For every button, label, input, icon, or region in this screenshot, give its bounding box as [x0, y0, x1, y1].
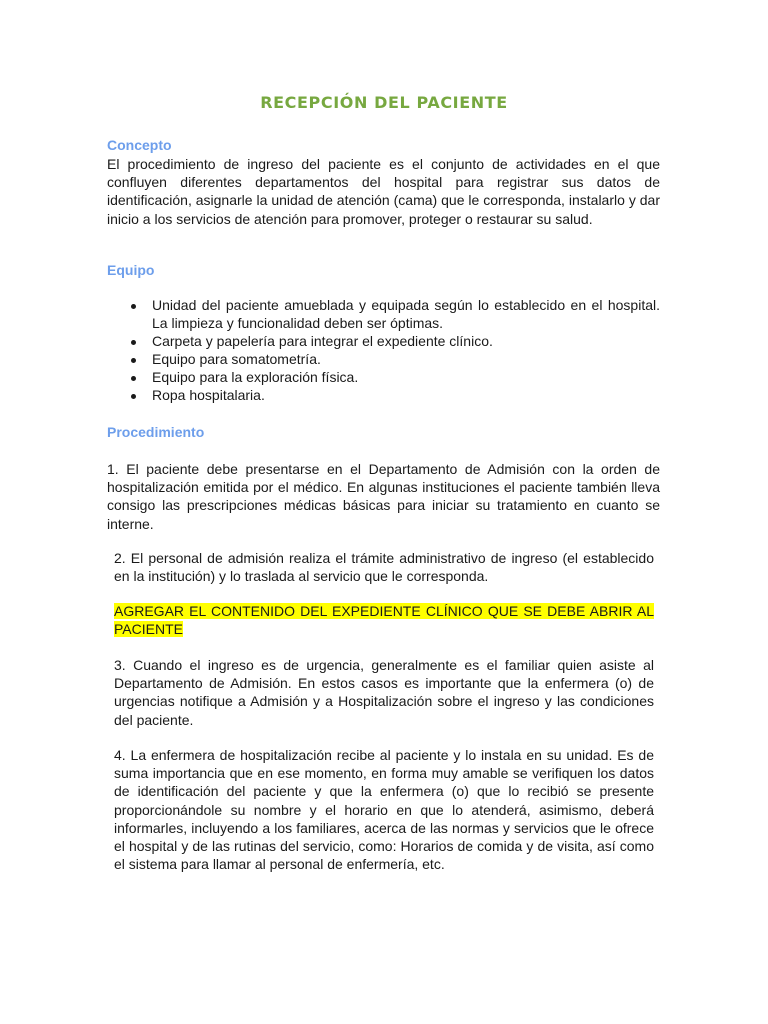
highlighted-note [114, 602, 654, 638]
equipo-list [107, 297, 660, 404]
procedimiento-step-2: 2. El personal de admisión realiza el trámite administrativo de ingreso (el establecido en la institución) y lo traslada al servicio que le corresponda. [114, 550, 654, 585]
procedimiento-step-4: 4. La enfermera de hospitalización recibe al paciente y lo instala en su unidad. Es de suma importancia que en ese momento, en forma muy amable se verifiquen los datos de identificación del paciente y que la enfermera (o) que lo recibió se presente proporcionándole su nombre y el horario en que lo atenderá, asimismo, deberá informarles, incluyendo a los familiares, acerca de las normas y servicios que le ofrece el hospital y de las rutinas del servicio, como: Horarios de comida y de visita, así como el sistema para llamar al personal de enfermería, etc. [114, 747, 654, 873]
list-item [107, 333, 660, 351]
section-heading-procedimiento: Procedimiento [107, 424, 205, 440]
procedimiento-step-1: 1. El paciente debe presentarse en el Departamento de Admisión con la orden de hospitalización emitida por el médico. En algunas instituciones el paciente también lleva consigo las prescripciones médicas básicas para iniciar su tratamiento en cuanto se interne. [107, 461, 660, 532]
list-item-text: Ropa hospitalaria. [152, 386, 265, 403]
procedimiento-step-3: 3. Cuando el ingreso es de urgencia, generalmente es el familiar quien asiste al Departamento de Admisión. En estos casos es importante que la enfermera (o) de urgencias notifique a Admisión y a Hospitalización sobre el ingreso y las condiciones del paciente. [114, 657, 654, 728]
bullet-icon [131, 340, 136, 345]
list-item-text: Carpeta y papelería para integrar el expediente clínico. [152, 332, 493, 349]
list-item [107, 369, 660, 387]
list-item [107, 387, 660, 405]
bullet-icon [131, 376, 136, 381]
list-item-text: Unidad del paciente amueblada y equipada según lo establecido en el hospital. La limpieza y funcionalidad deben ser óptimas. [152, 297, 660, 331]
document-title: RECEPCIÓN DEL PACIENTE [260, 93, 508, 112]
highlighted-note-text: AGREGAR EL CONTENIDO DEL EXPEDIENTE CLÍNICO QUE SE DEBE ABRIR AL PACIENTE [114, 603, 654, 638]
concepto-paragraph: El procedimiento de ingreso del paciente es el conjunto de actividades en el que confluyen diferentes departamentos del hospital para registrar sus datos de identificación, asignarle la unidad de atención (cama) que le corresponda, instalarlo y dar inicio a los servicios de atención para promover, proteger o restaurar su salud. [107, 156, 660, 227]
list-item [107, 351, 660, 369]
bullet-icon [131, 304, 136, 309]
section-heading-equipo: Equipo [107, 262, 155, 278]
list-item [107, 297, 660, 333]
list-item-text: Equipo para somatometría. [152, 350, 321, 367]
section-heading-concepto: Concepto [107, 137, 172, 153]
bullet-icon [131, 358, 136, 363]
bullet-icon [131, 394, 136, 399]
list-item-text: Equipo para la exploración física. [152, 368, 359, 385]
